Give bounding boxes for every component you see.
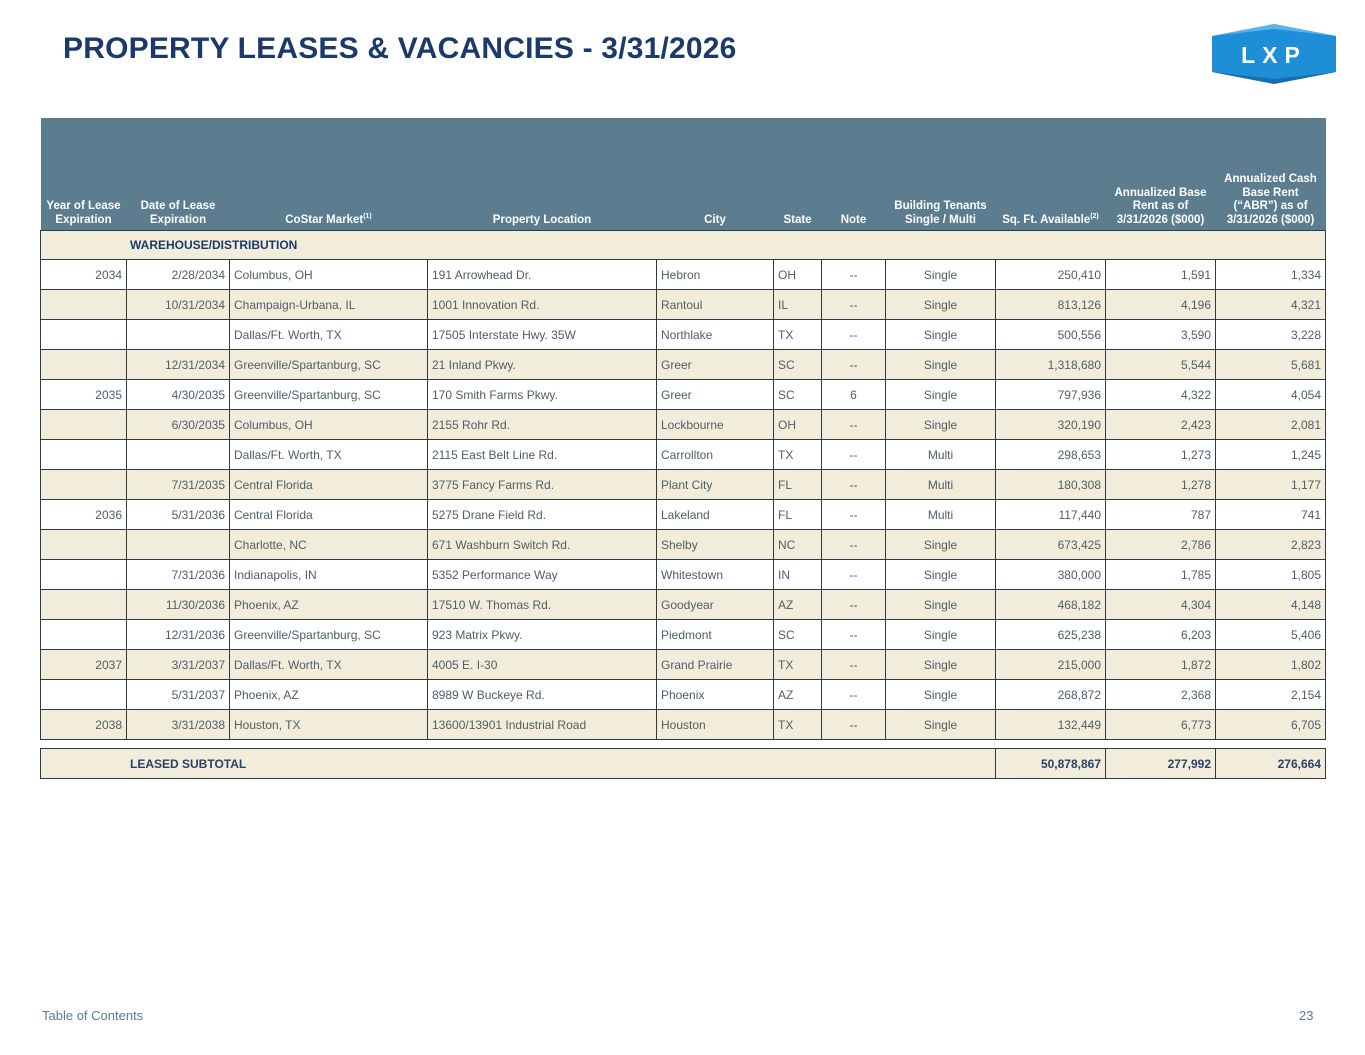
cell-sqft: 625,238 [996,620,1106,650]
cell-abr: 1,591 [1106,260,1216,290]
cell-year [41,410,127,440]
cell-year: 2035 [41,380,127,410]
cell-cash-abr: 2,081 [1216,410,1326,440]
cell-city: Houston [657,710,774,740]
subtotal-row [41,749,1326,779]
cell-city: Greer [657,380,774,410]
col-header-date: Date of Lease Expiration [127,118,230,231]
cell-market: Columbus, OH [230,260,428,290]
cell-note: -- [822,560,886,590]
cell-state: AZ [774,590,822,620]
cell-state: SC [774,380,822,410]
cell-sqft: 180,308 [996,470,1106,500]
cell-tenants: Single [886,380,996,410]
subtotal-sqft: 50,878,867 [996,749,1106,779]
cell-tenants: Single [886,680,996,710]
col-header-cash-abr: Annualized Cash Base Rent (“ABR”) as of 3/31/2026 ($000) [1216,118,1326,231]
cell-city: Lakeland [657,500,774,530]
cell-year [41,680,127,710]
cell-location: 17510 W. Thomas Rd. [428,590,657,620]
cell-location: 17505 Interstate Hwy. 35W [428,320,657,350]
cell-date: 4/30/2035 [127,380,230,410]
cell-location: 21 Inland Pkwy. [428,350,657,380]
table-row [41,710,1326,740]
cell-year [41,530,127,560]
cell-year [41,590,127,620]
cell-location: 4005 E. I-30 [428,650,657,680]
cell-state: NC [774,530,822,560]
cell-state: TX [774,710,822,740]
cell-cash-abr: 5,681 [1216,350,1326,380]
subtotal-label: LEASED SUBTOTAL [41,749,996,779]
col-header-market: CoStar Market$^{(1)}$ [230,118,428,231]
cell-year: 2038 [41,710,127,740]
cell-city: Hebron [657,260,774,290]
col-header-abr: Annualized Base Rent as of 3/31/2026 ($000) [1106,118,1216,231]
table-row [41,470,1326,500]
cell-date: 10/31/2034 [127,290,230,320]
cell-market: Indianapolis, IN [230,560,428,590]
cell-market: Columbus, OH [230,410,428,440]
cell-market: Dallas/Ft. Worth, TX [230,320,428,350]
col-header-city: City [657,118,774,231]
cell-market: Phoenix, AZ [230,590,428,620]
cell-abr: 1,273 [1106,440,1216,470]
cell-date: 7/31/2035 [127,470,230,500]
cell-abr: 4,322 [1106,380,1216,410]
cell-state: TX [774,650,822,680]
cell-tenants: Single [886,650,996,680]
lxp-logo [1210,23,1338,85]
cell-tenants: Single [886,410,996,440]
cell-cash-abr: 4,321 [1216,290,1326,320]
cell-tenants: Multi [886,440,996,470]
cell-market: Dallas/Ft. Worth, TX [230,440,428,470]
cell-tenants: Single [886,530,996,560]
cell-date: 5/31/2037 [127,680,230,710]
cell-location: 191 Arrowhead Dr. [428,260,657,290]
cell-sqft: 468,182 [996,590,1106,620]
cell-cash-abr: 1,245 [1216,440,1326,470]
cell-sqft: 215,000 [996,650,1106,680]
table-row [41,650,1326,680]
cell-note: -- [822,530,886,560]
page-number: 23 [1299,1008,1314,1023]
spacer-cell [41,740,1326,749]
cell-state: IN [774,560,822,590]
cell-cash-abr: 1,802 [1216,650,1326,680]
cell-year [41,440,127,470]
cell-date [127,530,230,560]
cell-sqft: 813,126 [996,290,1106,320]
cell-tenants: Single [886,260,996,290]
table-row [41,560,1326,590]
cell-cash-abr: 1,177 [1216,470,1326,500]
cell-cash-abr: 1,805 [1216,560,1326,590]
table-row [41,440,1326,470]
cell-abr: 4,304 [1106,590,1216,620]
cell-date: 3/31/2038 [127,710,230,740]
cell-state: AZ [774,680,822,710]
table-row [41,260,1326,290]
cell-sqft: 673,425 [996,530,1106,560]
cell-sqft: 268,872 [996,680,1106,710]
cell-state: OH [774,260,822,290]
cell-sqft: 117,440 [996,500,1106,530]
cell-year [41,620,127,650]
cell-sqft: 250,410 [996,260,1106,290]
cell-note: -- [822,470,886,500]
cell-date: 6/30/2035 [127,410,230,440]
col-header-location: Property Location [428,118,657,231]
cell-sqft: 298,653 [996,440,1106,470]
cell-abr: 6,203 [1106,620,1216,650]
cell-city: Goodyear [657,590,774,620]
cell-market: Dallas/Ft. Worth, TX [230,650,428,680]
subtotal-cash-abr: 276,664 [1216,749,1326,779]
table-row [41,320,1326,350]
cell-date: 12/31/2036 [127,620,230,650]
cell-note: -- [822,410,886,440]
cell-sqft: 380,000 [996,560,1106,590]
cell-sqft: 500,556 [996,320,1106,350]
cell-date: 11/30/2036 [127,590,230,620]
cell-year [41,320,127,350]
cell-city: Grand Prairie [657,650,774,680]
cell-abr: 1,785 [1106,560,1216,590]
cell-city: Rantoul [657,290,774,320]
cell-city: Whitestown [657,560,774,590]
page-title: PROPERTY LEASES & VACANCIES - 3/31/2026 [63,32,737,65]
cell-market: Champaign-Urbana, IL [230,290,428,320]
cell-state: FL [774,470,822,500]
cell-abr: 1,278 [1106,470,1216,500]
cell-date [127,440,230,470]
cell-tenants: Single [886,710,996,740]
footnote-2: (2) [1090,212,1099,220]
cell-location: 923 Matrix Pkwy. [428,620,657,650]
cell-tenants: Single [886,290,996,320]
cell-abr: 1,872 [1106,650,1216,680]
cell-location: 1001 Innovation Rd. [428,290,657,320]
cell-state: FL [774,500,822,530]
cell-abr: 2,368 [1106,680,1216,710]
cell-cash-abr: 4,054 [1216,380,1326,410]
cell-city: Plant City [657,470,774,500]
cell-tenants: Single [886,620,996,650]
cell-state: OH [774,410,822,440]
cell-market: Central Florida [230,500,428,530]
cell-date: 12/31/2034 [127,350,230,380]
table-row [41,380,1326,410]
cell-tenants: Single [886,560,996,590]
header-row [41,118,1326,231]
cell-abr: 4,196 [1106,290,1216,320]
cell-sqft: 132,449 [996,710,1106,740]
cell-location: 8989 W Buckeye Rd. [428,680,657,710]
cell-abr: 2,423 [1106,410,1216,440]
cell-year [41,560,127,590]
cell-cash-abr: 3,228 [1216,320,1326,350]
cell-state: SC [774,350,822,380]
cell-tenants: Multi [886,470,996,500]
table-row [41,530,1326,560]
table-row [41,590,1326,620]
cell-state: IL [774,290,822,320]
cell-location: 5352 Performance Way [428,560,657,590]
cell-market: Houston, TX [230,710,428,740]
cell-tenants: Single [886,320,996,350]
cell-city: Carrollton [657,440,774,470]
cell-cash-abr: 741 [1216,500,1326,530]
col-header-sqft: Sq. Ft. Available$^{(2)}$ [996,118,1106,231]
cell-tenants: Single [886,350,996,380]
cell-cash-abr: 4,148 [1216,590,1326,620]
logo-text: LXP [1241,42,1307,68]
cell-tenants: Single [886,590,996,620]
table-of-contents-link[interactable]: Table of Contents [42,1008,144,1023]
cell-note: 6 [822,380,886,410]
cell-cash-abr: 1,334 [1216,260,1326,290]
cell-date: 3/31/2037 [127,650,230,680]
cell-state: SC [774,620,822,650]
cell-location: 5275 Drane Field Rd. [428,500,657,530]
cell-date: 5/31/2036 [127,500,230,530]
cell-abr: 3,590 [1106,320,1216,350]
cell-year: 2034 [41,260,127,290]
cell-cash-abr: 6,705 [1216,710,1326,740]
cell-sqft: 320,190 [996,410,1106,440]
footnote-1: (1) [363,212,372,220]
cell-note: -- [822,440,886,470]
lease-table [40,118,1326,779]
cell-note: -- [822,680,886,710]
cell-city: Phoenix [657,680,774,710]
cell-note: -- [822,650,886,680]
cell-market: Phoenix, AZ [230,680,428,710]
cell-year: 2036 [41,500,127,530]
cell-year [41,470,127,500]
cell-state: TX [774,440,822,470]
cell-location: 2115 East Belt Line Rd. [428,440,657,470]
cell-city: Shelby [657,530,774,560]
cell-note: -- [822,350,886,380]
cell-note: -- [822,320,886,350]
cell-city: Northlake [657,320,774,350]
cell-market: Greenville/Spartanburg, SC [230,350,428,380]
cell-date: 2/28/2034 [127,260,230,290]
cell-city: Piedmont [657,620,774,650]
col-header-state: State [774,118,822,231]
cell-location: 671 Washburn Switch Rd. [428,530,657,560]
cell-sqft: 1,318,680 [996,350,1106,380]
cell-sqft: 797,936 [996,380,1106,410]
cell-cash-abr: 2,823 [1216,530,1326,560]
cell-note: -- [822,500,886,530]
col-header-tenants: Building Tenants Single / Multi [886,118,996,231]
cell-city: Greer [657,350,774,380]
cell-year [41,350,127,380]
cell-abr: 787 [1106,500,1216,530]
table-row [41,500,1326,530]
table-row [41,680,1326,710]
subtotal-abr: 277,992 [1106,749,1216,779]
cell-abr: 6,773 [1106,710,1216,740]
cell-note: -- [822,710,886,740]
spacer-row [41,740,1326,749]
cell-location: 2155 Rohr Rd. [428,410,657,440]
cell-market: Charlotte, NC [230,530,428,560]
cell-date [127,320,230,350]
cell-abr: 5,544 [1106,350,1216,380]
cell-note: -- [822,590,886,620]
table-row [41,620,1326,650]
cell-location: 13600/13901 Industrial Road [428,710,657,740]
table-row [41,290,1326,320]
cell-cash-abr: 2,154 [1216,680,1326,710]
cell-note: -- [822,620,886,650]
cell-note: -- [822,290,886,320]
cell-market: Greenville/Spartanburg, SC [230,620,428,650]
cell-cash-abr: 5,406 [1216,620,1326,650]
cell-abr: 2,786 [1106,530,1216,560]
table-row [41,410,1326,440]
cell-year: 2037 [41,650,127,680]
section-label: WAREHOUSE/DISTRIBUTION [41,231,1326,260]
cell-date: 7/31/2036 [127,560,230,590]
cell-year [41,290,127,320]
table-row [41,350,1326,380]
cell-location: 170 Smith Farms Pkwy. [428,380,657,410]
cell-tenants: Multi [886,500,996,530]
cell-market: Greenville/Spartanburg, SC [230,380,428,410]
col-header-year: Year of Lease Expiration [41,118,127,231]
cell-market: Central Florida [230,470,428,500]
col-header-note: Note [822,118,886,231]
section-row [41,231,1326,260]
cell-location: 3775 Fancy Farms Rd. [428,470,657,500]
cell-state: TX [774,320,822,350]
cell-city: Lockbourne [657,410,774,440]
cell-note: -- [822,260,886,290]
